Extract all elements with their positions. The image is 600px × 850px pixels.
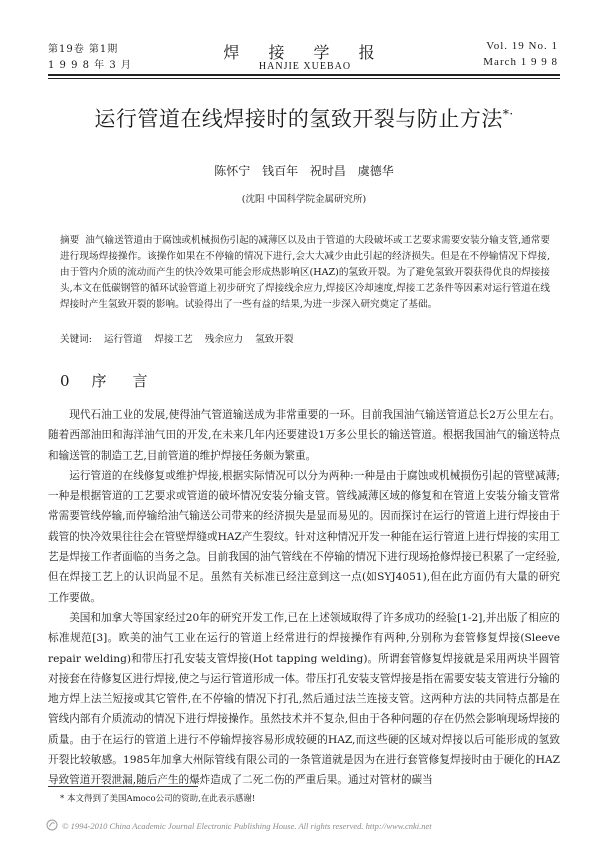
affiliation: (沈阳 中国科学院金属研究所) [241, 194, 367, 205]
keyword: 残余应力 [204, 334, 244, 345]
section-number: 0 [60, 372, 70, 390]
section-title: 序言 [91, 372, 174, 390]
keyword: 焊接工艺 [154, 334, 193, 345]
paper-title [48, 103, 560, 133]
footnote: * 本文得到了美国Amoco公司的资助,在此表示感谢! [60, 794, 256, 804]
keywords [60, 331, 550, 345]
keyword: 氢致开裂 [255, 334, 294, 345]
title-footnote-mark: *· [502, 107, 514, 121]
keywords-label: 关键词: [60, 334, 93, 345]
date-cn: 1 9 9 8 年 3 月 [48, 60, 132, 71]
authors: 陈怀宁 钱百年 祝时昌 虞德华 [214, 164, 394, 178]
keyword: 运行管道 [104, 334, 143, 345]
journal-title: 焊 接 学 报 [223, 43, 387, 62]
paper-title-text: 运行管道在线焊接时的氢致开裂与防止方法 [94, 107, 503, 131]
volume-issue-cn: 第19卷 第1期 [48, 44, 119, 55]
header-rule-thick [48, 74, 560, 76]
abstract-label: 摘要 [60, 235, 80, 246]
abstract-text: 油气输送管道由于腐蚀或机械损伤引起的减薄区以及由于管道的大段破坏或工艺要求需要安装分输支管,通常要进行现场焊接操作。该操作如果在不停输的情况下进行,会大大减少由此引起的经济损失。但是在不停输情况下焊接,由于管内介质的流动而产生的快冷效果可能会形成热影响区(HAZ)的氢致开裂。为了避免氢致开裂获得优良的焊接接头,本文在低碳钢管的循环试验管道上初步研究了焊接线余应力,焊接区冷却速度,焊接工艺条件等因素对运行管道在线焊接时产生氢致开裂的影响。试验得出了一些有益的结果,为进一步深入研究奠定了基础。 [60, 235, 550, 310]
body-paragraph: 现代石油工业的发展,使得油气管道输送成为非常重要的一环。目前我国油气输送管道总长2万公里左右。随着西部油田和海洋油气田的开发,在未来几年内还要建设1万多公里长的输送管道。根据我国油气的输送特点和输送管的制造工艺,目前管道的维护焊接任务颇为繁重。 [48, 409, 560, 462]
footnote-rule [48, 786, 198, 787]
volume-issue-en: Vol. 19 No. 1 [486, 40, 558, 52]
cnki-logo-icon [46, 819, 58, 831]
copyright-notice: © 1994-2010 China Academic Journal Electronic Publishing House. All rights reserved. http://www.cnki.net [62, 821, 432, 831]
body-text [48, 405, 560, 791]
body-paragraph: 运行管道的在线修复或维护焊接,根据实际情况可以分为两种:一种是由于腐蚀或机械损伤引起的管壁减薄;一种是根据管道的工艺要求或管道的破坏情况安装分输支管。管线减薄区域的修复和在管道上安装分输支管常常需要管线停输,而停输给油气输送公司带来的经济损失是显而易见的。因而探讨在运行的管道上进行焊接由于载管的快冷效果往往会在管壁焊缝或HAZ产生裂纹。针对这种情况开发一种能在运行管道上进行焊接的实用工艺是焊接工作者面临的当务之急。目前我国的油气管线在不停输的情况下进行现场抢修焊接已积累了一定经验,但在焊接工艺上的认识尚显不足。虽然有关标准已经注意到这一点(如SYJ4051),但在此方面仍有大量的研究工作要做。 [48, 469, 560, 604]
body-paragraph: 美国和加拿大等国家经过20年的研究开发工作,已在上述领域取得了许多成功的经验[1-2],并出版了相应的标准规范[3]。欧美的油气工业在运行的管道上经常进行的焊接操作有两种,分别称为套管修复焊接(Sleeve repair welding)和带压打孔安装支管焊接(Hot tapping welding)。所谓套管修复焊接就是采用两块半圆管对接套在待修复区进行焊接,使之与运行管道形成一体。带压打孔安装支管焊接是指在需要安装支管进行分输的地方焊上法兰短接或其它管件,在不停输的情况下打孔,然后通过法兰连接支管。这两种方法的共同特点都是在管线内部有介质流动的情况下进行焊接操作。虽然技术并不复杂,但由于各种问题的存在仍然会影响现场焊接的质量。由于在运行的管道上进行不停输焊接容易形成较硬的HAZ,而这些硬的区域对焊接以后可能形成的氢致开裂比较敏感。1985年加拿大州际管线有限公司的一条管道就是因为在进行套管修复焊接时由于硬化的HAZ导致管道开裂泄漏,随后产生的爆炸造成了二死二伤的严重后果。通过对管材的碳当 [48, 611, 560, 787]
journal-pinyin: HANJIE XUEBAO [258, 61, 352, 72]
header-rule-thin [48, 78, 560, 79]
date-en: March 1 9 9 8 [483, 56, 558, 68]
abstract [60, 233, 550, 313]
section-heading [60, 370, 174, 391]
